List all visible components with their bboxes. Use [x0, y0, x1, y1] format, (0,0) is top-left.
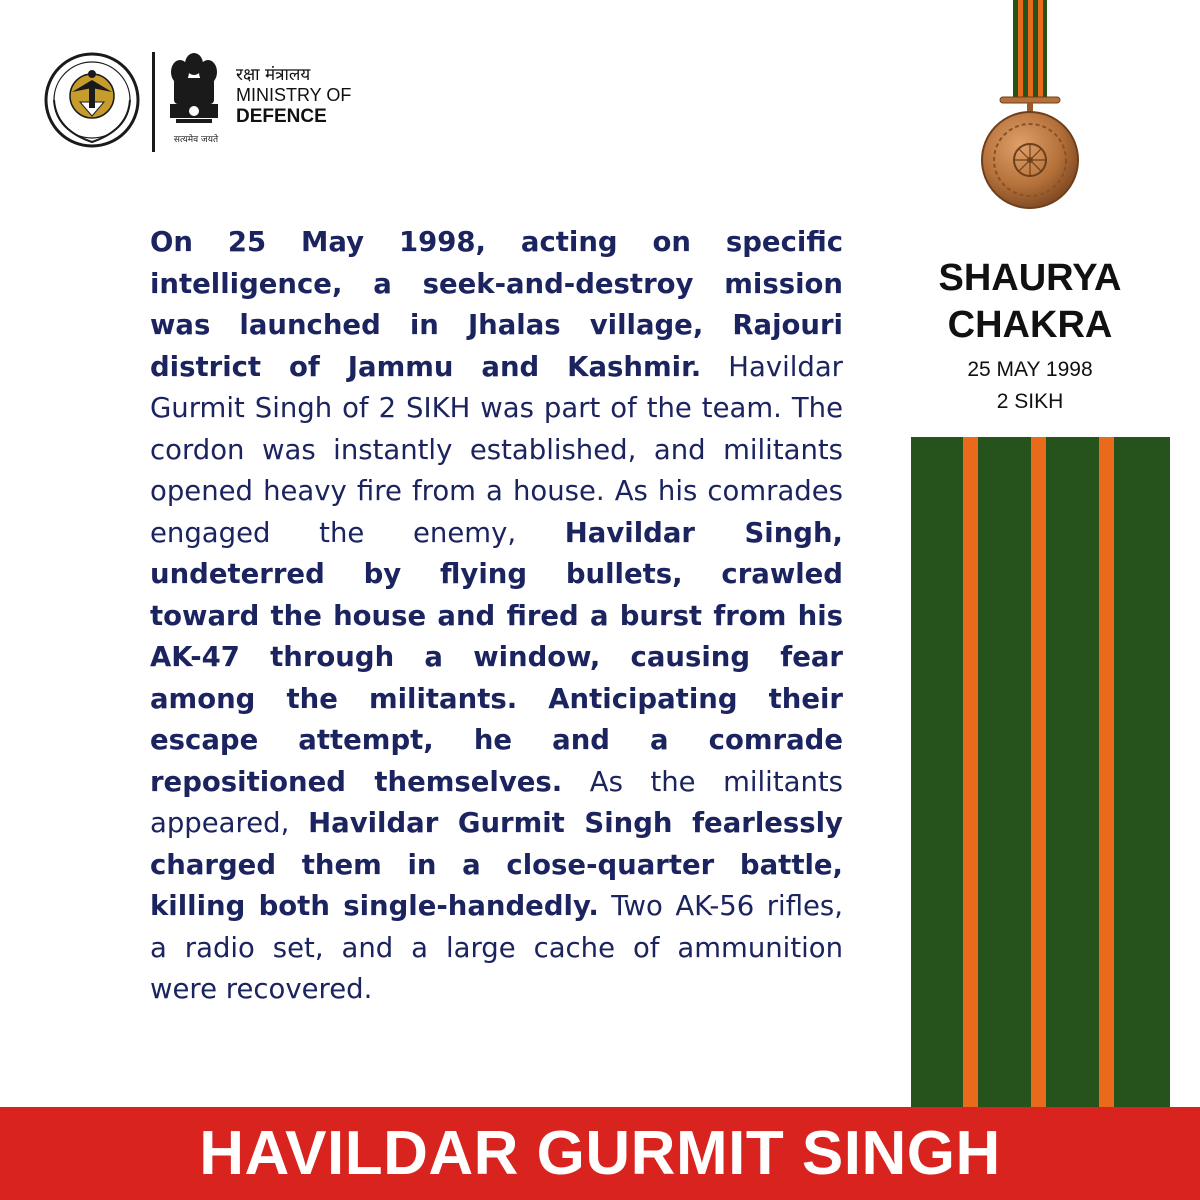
award-unit: 2 SIKH	[996, 390, 1064, 413]
medal-icon	[980, 0, 1080, 212]
footer-banner	[0, 1107, 1200, 1200]
citation-bold-segment: Havildar Gurmit Singh fearlessly charged them in a close-quarter battle, killing both single-handedly.	[150, 807, 843, 922]
award-name: SHAURYA CHAKRA	[938, 257, 1122, 346]
citation-bold-segment: On 25 May 1998, acting on specific intelligence, a seek-and-destroy mission was launched in Jhalas village, Rajouri district of Jammu and Kashmir.	[150, 226, 843, 383]
ministry-name-line1: MINISTRY OF	[236, 85, 352, 105]
medal-ribbon	[911, 437, 1170, 1107]
citation-bold-segment: Havildar Singh, undeterred by flying bullets, crawled toward the house and fired a burst from his AK-47 through a window, causing fear among the militants. Anticipating their escape attempt, he and a comrade repositioned themselves.	[150, 516, 844, 798]
award-date: 25 MAY 1998	[967, 358, 1093, 381]
tri-services-emblem-icon	[42, 50, 142, 150]
ministry-name-line2: DEFENCE	[236, 106, 327, 127]
citation-text	[150, 222, 843, 1011]
header-logos	[36, 40, 376, 160]
ministry-name-hindi: रक्षा मंत्रालय	[236, 65, 311, 85]
logo-divider	[152, 52, 155, 152]
ribbon-stripe	[1099, 437, 1114, 1107]
national-emblem-icon	[162, 48, 226, 140]
awardee-name: HAVILDAR GURMIT SINGH	[199, 1119, 1001, 1188]
citation-segment: Two AK-56 rifles, a radio set, and a large cache of ammunition were recovered.	[150, 890, 844, 1005]
citation-segment: Havildar Gurmit Singh of 2 SIKH was part of the team. The cordon was instantly established, and militants opened heavy fire from a house. As his comrades engaged the enemy,	[150, 350, 843, 549]
citation-segment: As the militants appeared,	[150, 765, 843, 839]
ribbon-stripe	[1031, 437, 1046, 1107]
emblem-motto: सत्यमेव जयते	[173, 135, 219, 145]
ribbon-stripe	[963, 437, 978, 1107]
